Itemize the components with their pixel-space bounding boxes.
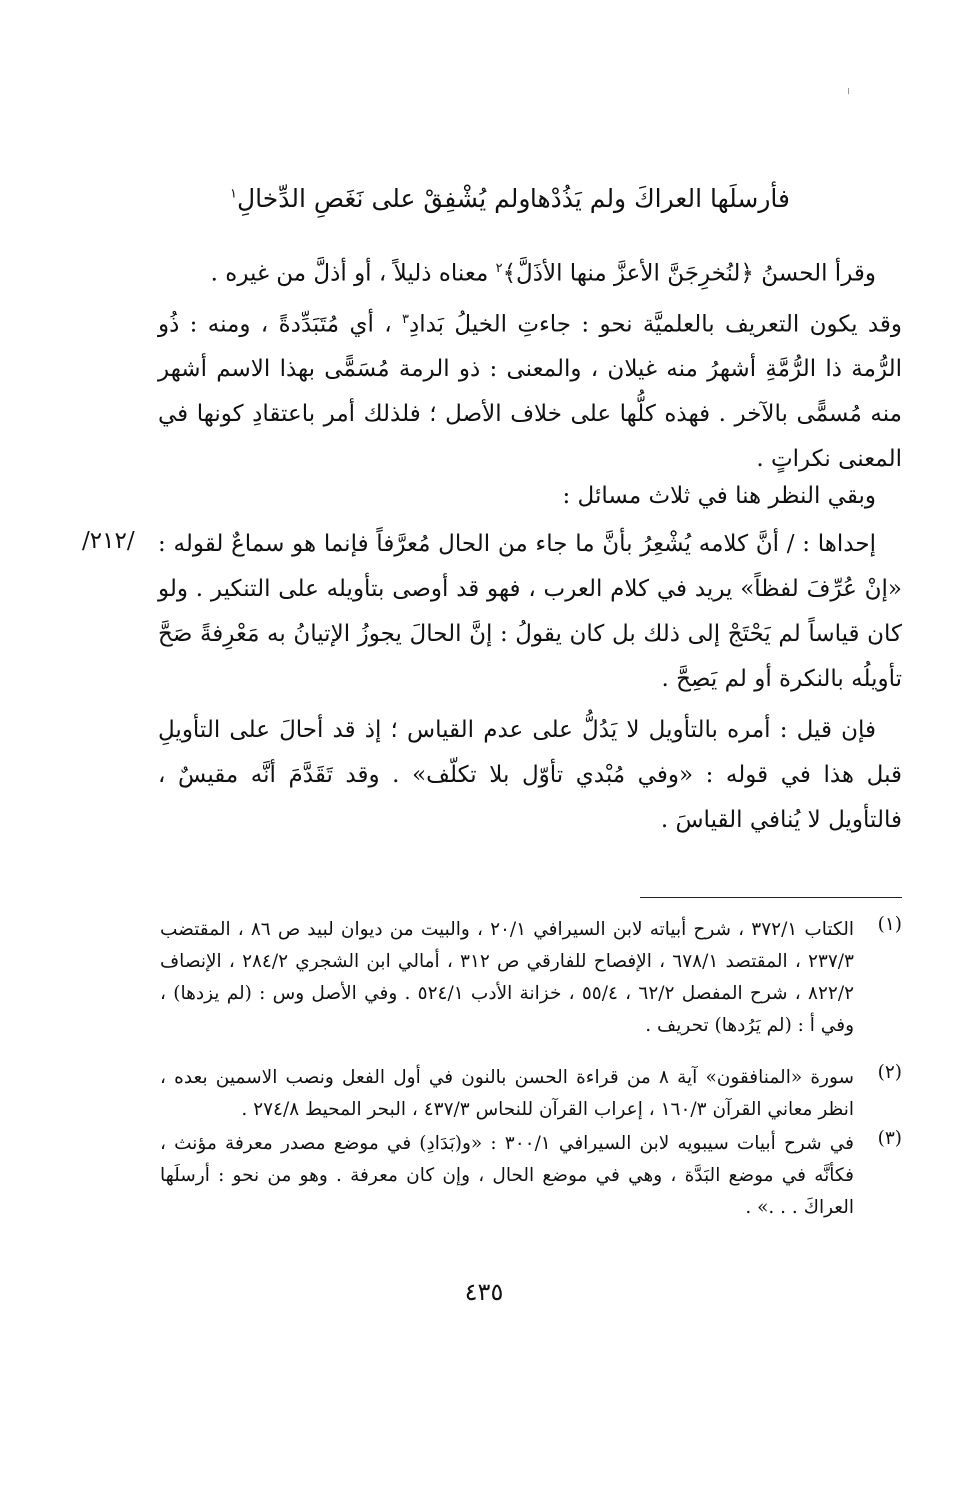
poetry-verse bbox=[230, 178, 790, 228]
paragraph-3-block bbox=[158, 474, 902, 519]
paragraph-3: وبقي النظر هنا في ثلاث مسائل : bbox=[562, 483, 876, 509]
page-number: ٤٣٥ bbox=[464, 1278, 504, 1306]
footnote-text: سورة «المنافقون» آية ٨ من قراءة الحسن بالنون في أول الفعل ونصب الاسمين بعده ، انظر معاني القرآن ١٦٠/٣ ، إعراب القرآن للنحاس ٤٣٧/٣ ، البحر المحيط ٢٧٤/٨ . bbox=[160, 1067, 854, 1120]
paragraph-5-block bbox=[158, 708, 902, 843]
paragraph-5: فإن قيل : أمره بالتأويل لا يَدُلُّ على عدم القياس ؛ إذ قد أحالَ على التأويلِ قبل هذا في قوله : «وفي مُبْدي تأوّل بلا تكلّف» . وقد تَقَدَّمَ أنَّه مقيسٌ ، فالتأويل لا يُنافي القياسَ . bbox=[158, 717, 902, 833]
footnote-ref: ٣ bbox=[401, 311, 409, 327]
verse-hemistich-right: فأرسلَها العراكَ ولم يَذُدْها bbox=[529, 184, 790, 213]
footnote-ref: ١ bbox=[230, 186, 237, 202]
footnote-separator bbox=[640, 897, 902, 898]
footnote-ref: ٢ bbox=[495, 261, 503, 276]
footnote-number: (٢) bbox=[877, 1062, 902, 1083]
margin-page-reference: /٢١٢/ bbox=[82, 528, 135, 554]
footnote-text: في شرح أبيات سيبويه لابن السيرافي ٣٠٠/١ : «و(بَدَادِ) في موضع مصدر معرفة مؤنث ، فكأنَّه في موضع البَدَّة ، وهي في موضع الحال ، وإن كان معرفة . وهو من نحو : أرسلَها العراكَ . . .» . bbox=[160, 1133, 855, 1218]
paragraph-1: وقرأ الحسنُ ﴿لنُخرِجَنَّ الأعزَّ منها الأذَلَّ﴾$^٢$ معناه ذليلاً ، أو أذلَّ من غيره . bbox=[210, 260, 876, 287]
paragraph-2: وقد يكون التعريف بالعلميَّة نحو : جاءتِ الخيلُ بَدادِ$^٣$ ، أي مُتَبَدِّدةً ، ومنه : ذُو الرُّمة ذا الرُّمَّةِ أشهرُ منه غيلان ، والمعنى : ذو الرمة مُسَمًّى بهذا الاسم أشهر منه مُسمًّى بالآخر . فهذه كلُّها على خلاف الأصل ؛ فلذلك أمر باعتقادِ كونها في المعنى نكراتٍ . bbox=[158, 311, 903, 473]
verse-hemistich-left: ولم يُشْفِقْ على نَغَصِ الدِّخالِ$^١$ bbox=[230, 184, 531, 213]
paragraph-4-block bbox=[158, 522, 902, 702]
footnote-text: الكتاب ٣٧٢/١ ، شرح أبياته لابن السيرافي ٢٠/١ ، والبيت من ديوان لبيد ص ٨٦ ، المقتضب ٢٣٧/٣ ، المقتصد ٦٧٨/١ ، الإفصاح للفارقي ص ٣١٢ ، أمالي ابن الشجري ٢٨٤/٢ ، الإنصاف ٨٢٢/٢ ، شرح المفصل ٦٢/٢ ، ٥٥/٤ ، خزانة الأدب ٥٢٤/١ . وفي الأصل وس : (لم يزدها) ، وفي أ : (لم يَرُدها) تحريف . bbox=[160, 919, 855, 1036]
paragraph-4: إحداها : / أنَّ كلامه يُشْعِرُ بأنَّ ما جاء من الحال مُعرَّفاً فإنما هو سماعٌ لقوله : «إنْ عُرِّفَ لفظاً» يريد في كلام العرب ، فهو قد أوصى بتأويله على التنكير . ولو كان قياساً لم يَحْتَجْ إلى ذلك بل كان يقولُ : إنَّ الحالَ يجوزُ الإتيانُ به مَعْرِفةً صَحَّ تأويلُه بالنكرة أو لم يَصِحَّ . bbox=[158, 531, 902, 692]
corner-mark bbox=[848, 88, 849, 94]
footnote-number: (٣) bbox=[877, 1128, 902, 1149]
main-text-block bbox=[158, 246, 902, 482]
footnote-number: (١) bbox=[877, 914, 902, 935]
